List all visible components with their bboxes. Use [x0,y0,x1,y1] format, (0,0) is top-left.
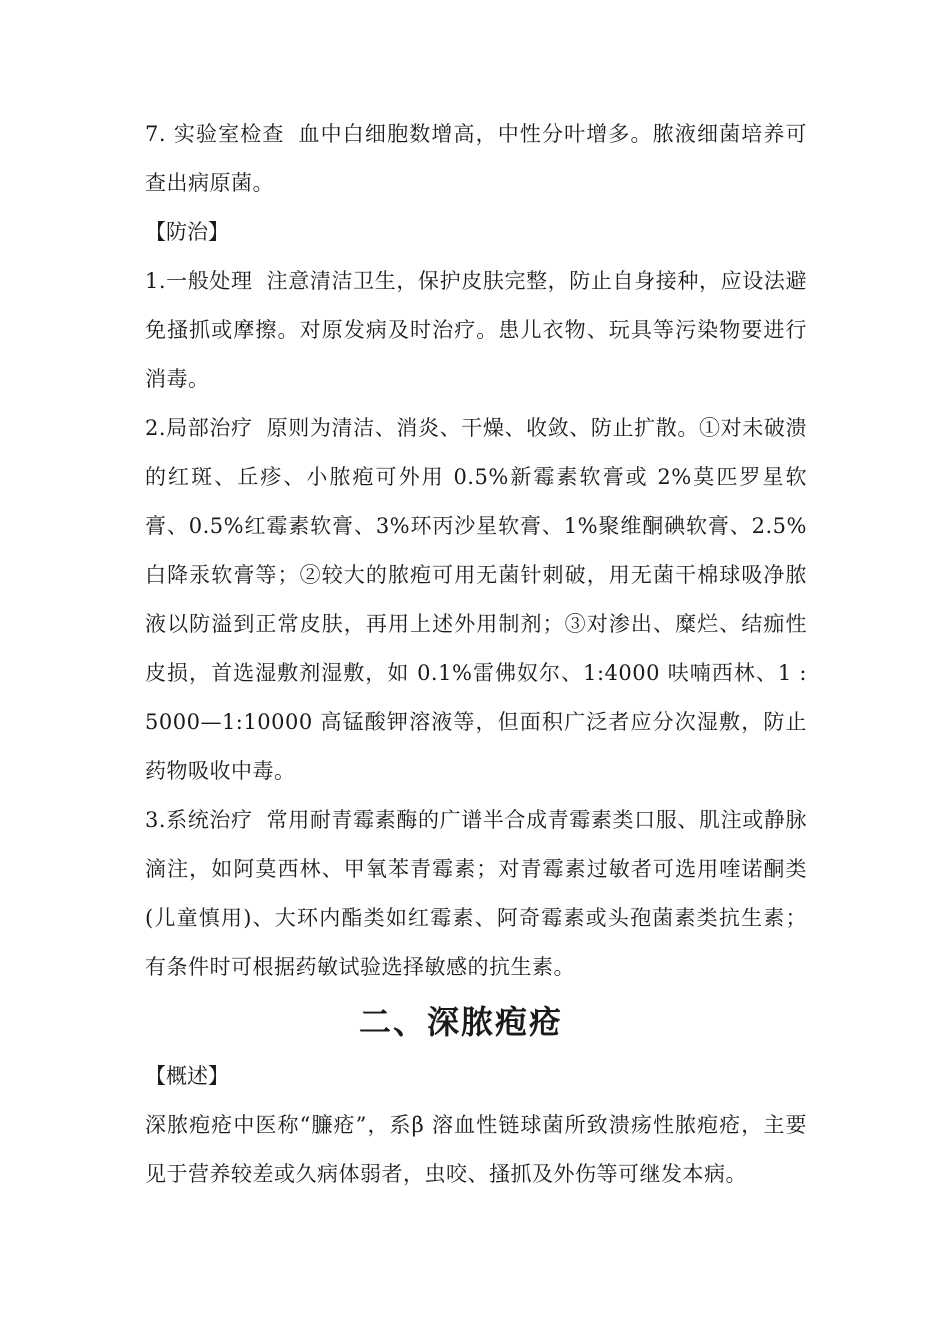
chapter-title: 二、深脓疱疮 [358,1003,563,1041]
lab-exam-text: 血中白细胞数增高，中性分叶增多。脓液细菌培养可查出病原菌。 [145,122,808,195]
systemic-treatment-paragraph [145,796,807,992]
systemic-treatment-text: 常用耐青霉素酶的广谱半合成青霉素类口服、肌注或静脉滴注，如阿莫西林、甲氧苯青霉素；对青霉素过敏者可选用喹诺酮类(儿童慎用)、大环内酯类如红霉素、阿奇霉素或头孢菌素类抗生素；有条件时可根据药敏试验选择敏感的抗生素。 [145,808,807,979]
systemic-treatment-lead: 3.系统治疗 [145,808,253,832]
general-treatment-lead: 1.一般处理 [145,269,253,293]
local-treatment-lead: 2.局部治疗 [145,416,253,440]
lab-exam-paragraph [145,110,807,208]
local-treatment-paragraph [145,404,807,796]
document-page [145,110,807,1199]
overview-paragraph: 深脓疱疮中医称“臁疮”，系β 溶血性链球菌所致溃疡性脓疱疮，主要见于营养较差或久病体弱者，虫咬、搔抓及外伤等可继发本病。 [145,1113,807,1186]
treatment-heading: 【防治】 [145,220,229,244]
local-treatment-text: 原则为清洁、消炎、干燥、收敛、防止扩散。①对未破溃的红斑、丘疹、小脓疱可外用 0.5%新霉素软膏或 2%莫匹罗星软膏、0.5%红霉素软膏、3%环丙沙星软膏、1%聚维酮碘软膏、2.5%白降汞软膏等；②较大的脓疱可用无菌针刺破，用无菌干棉球吸净脓液以防溢到正常皮肤，再用上述外用制剂；③对渗出、糜烂、结痂性皮损，首选湿敷剂湿敷，如 0.1%雷佛奴尔、1:4000 呋喃西林、1 : 5000—1:10000 高锰酸钾溶液等，但面积广泛者应分次湿敷，防止药物吸收中毒。 [145,416,807,783]
lab-exam-lead: 7. 实验室检查 [145,122,285,146]
general-treatment-paragraph [145,257,807,404]
general-treatment-text: 注意清洁卫生，保护皮肤完整，防止自身接种，应设法避免搔抓或摩擦。对原发病及时治疗。患儿衣物、玩具等污染物要进行消毒。 [145,269,807,391]
overview-heading: 【概述】 [145,1064,229,1088]
